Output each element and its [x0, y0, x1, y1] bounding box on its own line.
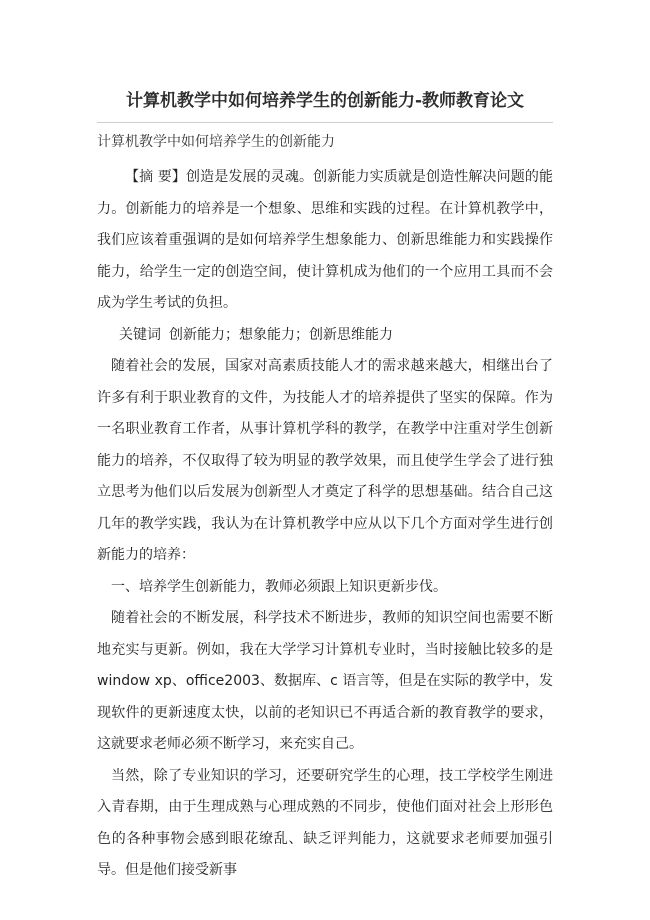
body-paragraph-2: 随着社会的不断发展，科学技术不断进步，教师的知识空间也需要不断地充实与更新。例如，我在大学学习计算机专业时，当时接触比较多的是 window xp、office2003、数据库、c 语言等，但是在实际的教学中，发现软件的更新速度太快，以前的老知识已不再适合新的教育教学的要求，这就要求老师必须不断学习，来充实自己。: [97, 610, 553, 752]
abstract-paragraph: 【摘 要】创造是发展的灵魂。创新能力实质就是创造性解决问题的能力。创新能力的培养是一个想象、思维和实践的过程。在计算机教学中，我们应该着重强调的是如何培养学生想象能力、创新思维能力和实践操作能力，给学生一定的创造空间，使计算机成为他们的一个应用工具而不会成为学生考试的负担。: [97, 169, 553, 311]
section-heading-1: 一、培养学生创新能力，教师必须跟上知识更新步伐。: [111, 578, 447, 595]
keywords-line: [97, 320, 553, 352]
body-paragraph-3: 当然，除了专业知识的学习，还要研究学生的心理，技工学校学生刚进入青春期，由于生理成熟与心理成熟的不同步，使他们面对社会上形形色色的各种事物会感到眼花缭乱、缺乏评判能力，这就要求老师要加强引导。但是他们接受新事: [97, 767, 553, 878]
body-paragraph-1: 随着社会的发展，国家对高素质技能人才的需求越来越大，相继出台了许多有利于职业教育的文件，为技能人才的培养提供了坚实的保障。作为一名职业教育工作者，从事计算机学科的教学，在教学中注重对学生创新能力的培养，不仅取得了较为明显的教学效果，而且使学生学会了进行独立思考为他们以后发展为创新型人才奠定了科学的思想基础。结合自己这几年的教学实践，我认为在计算机教学中应从以下几个方面对学生进行创新能力的培养：: [97, 358, 553, 563]
document-title: 计算机教学中如何培养学生的创新能力-教师教育论文: [125, 91, 525, 111]
keywords-label: 关键词: [119, 326, 161, 343]
keywords-text: 创新能力；想象能力；创新思维能力: [169, 326, 393, 343]
title-divider: [97, 122, 553, 123]
document-subtitle: 计算机教学中如何培养学生的创新能力: [97, 134, 335, 150]
